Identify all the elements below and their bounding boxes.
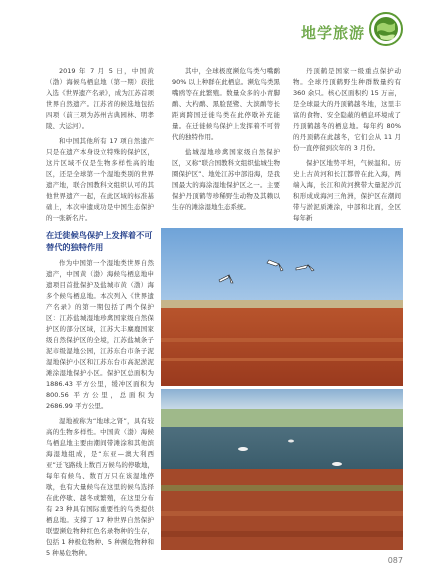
paragraph: 盐城湿地珍禽国家级自然保护区，又称“联合国教科文组织盐城生物圈保护区”、地处江苏中部沿海，是我国最大的海涂湿地保护区之一。主要保护丹顶鹤等珍稀野生动物及其赖以生存的滩涂湿地生态系统。 (172, 148, 280, 211)
green-globe-logo-icon (369, 12, 403, 46)
paragraph: 湿地被称为“地球之肾”，具有较高的生物多样性。中国黄（渤）海候鸟栖息地主要由潮间带滩涂和其他滨海湿地组成，是“东亚—澳大利西亚”迁飞路线上数百万候鸟的停歇地，每年有候鸟、数百万只在该湿地停歇，也有大量候鸟在这里的候鸟选择在此停歇、越冬或繁殖，在这里分布有 23 种具有国际重要性的鸟类提供栖息地。支撑了 17 种世界自然保护联盟濒危物种红色名录物种的生存，包括 1 种极危物种、5 种濒危物种和 5 种易危物种。 (46, 417, 154, 557)
wetland-birds-photo (161, 389, 403, 550)
paragraph: 作为中国第一个湿地类世界自然遗产，中国黄（渤）海候鸟栖息地申遗项目首批保护及盐城市黄（渤）海多个候鸟栖息地。本次列入《世界遗产名录》的第一期包括了两个保护区：江苏盐城湿地珍禽国家级自然保护区的部分区域，江苏大丰麋鹿国家级自然保护区的全境，江苏盐城条子泥市级湿地公园，江苏东台市条子泥湿地保护小区和江苏东台市高泥淤泥滩涂湿地保护小区。保护区总面积为 1886.43 平方公里，缓冲区面积为 800.56 平方公里，总面积为 2686.99 平方公里。 (46, 259, 154, 410)
paragraph: 保护区地势平坦，气候温和。历史上古黄河和长江都曾在此入海，两端入海，长江和黄河携带大量泥沙沉积形成成海河三角洲，保护区在潮间带与淤泥质滩涂，中部和北面，全区每年新 (293, 159, 401, 222)
cranes-over-red-marsh-photo (161, 228, 403, 386)
section-title: 地学旅游 (300, 24, 365, 42)
section-heading: 在迁徙候鸟保护上发挥着不可替代的独特作用 (46, 230, 153, 252)
paragraph: 其中，全球极度濒危鸟类勺嘴鹬 90% 以上种群在此栖息。濒危鸟类黑嘴鸥等在此繁殖。数量众多的小青脚鹬、大杓鹬、黑脸琵鹭、大滨鹬等长距离跨国迁徙鸟类在此停歇补充能量。在迁徙候鸟保护上发挥着不可替代的独特作用。 (172, 67, 280, 141)
column-2-text (172, 66, 280, 217)
header (0, 0, 427, 50)
column-3-text (293, 66, 401, 228)
paragraph: 丹顶鹤是国家一级重点保护动物。全球丹顶鹤野生种群数量约有 360 余只。核心区面积约 15 万亩，是全球最大的丹顶鹤越冬地，这里丰富的食物、安全隐蔽的栖息环境成了丹顶鹤越冬的栖息地。每年约 80% 的丹顶鹤在此越冬，它们会从 11 月份一直停留到次年的 3 月份。 (293, 67, 401, 152)
paragraph: 和中国其他所有 17 项自然遗产只是在遗产本身设立特殊的保护区，这片区域不仅是生物多样性高的地区，还是全球第一个湿地类别的世界遗产地，联合国教科文组织认可的其他世界遗产一起，在此区域的标准基础上，本次申遗成功是中国生态保护的一张新名片。 (46, 137, 154, 222)
page-number: 087 (387, 556, 403, 565)
paragraph: 2019 年 7 月 5 日，中国黄（渤）海候鸟栖息地（第一期）获批入选《世界遗产名录》，成为江苏首项世界自然遗产。江苏省的候选地包括四项（前三项为苏州古典园林、明孝陵、大运河）。 (46, 67, 154, 130)
column-1-lower-text (46, 258, 154, 563)
column-1-text (46, 66, 154, 228)
